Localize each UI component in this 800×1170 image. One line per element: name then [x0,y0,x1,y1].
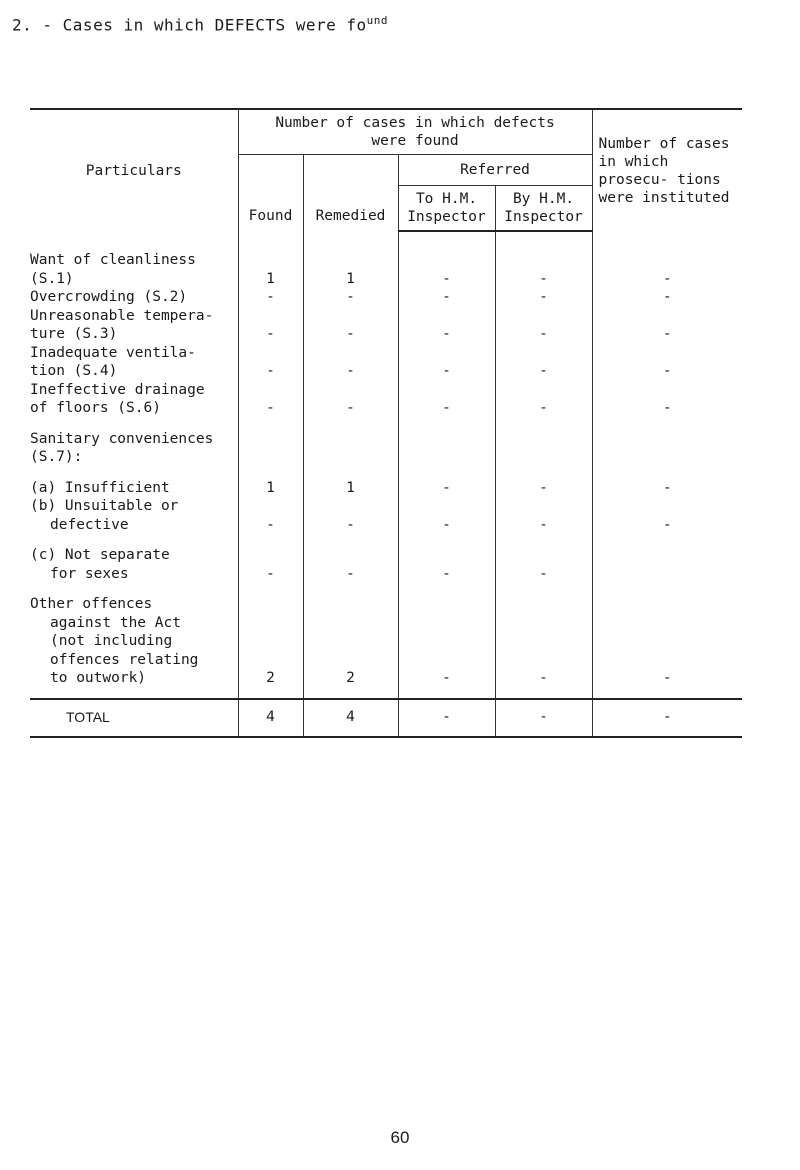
row-particulars-line: Sanitary conveniences [30,430,214,447]
cell-found: 1 [238,467,303,498]
cell-found: - [238,534,303,583]
row-particulars-line: offences relating [50,651,199,668]
table-row [30,467,742,498]
row-particulars [30,288,238,307]
row-particulars-line: (a) Insufficient [30,479,170,496]
row-particulars-line: Overcrowding (S.2) [30,289,188,305]
cell-remedied: - [303,381,398,418]
header-by-hm-inspector: By H.M. Inspector [495,186,592,232]
cell-pros: - [592,231,742,288]
header-remedied: Remedied [303,155,398,232]
cell-pros [592,418,742,467]
row-particulars-line: against the Act [50,614,181,631]
row-particulars-line: (b) Unsuitable or [30,498,179,514]
cell-by: - [495,231,592,288]
header-prosecutions-text: Number of cases in which prosecu- tions were instituted [598,135,730,206]
cell-by: - [495,467,592,498]
total-label: TOTAL [30,699,238,738]
cell-found: 1 [238,231,303,288]
row-particulars-line: (S.1) [30,270,74,287]
table-row [30,418,742,467]
cell-found: - [238,344,303,381]
table-row [30,381,742,418]
cell-remedied: 1 [303,467,398,498]
row-particulars-line: (not including [50,633,173,649]
cell-found: 2 [238,583,303,699]
cell-pros: - [592,288,742,307]
cell-found [238,418,303,467]
row-particulars [30,534,238,583]
table-row [30,231,742,288]
row-particulars-line: ture (S.3) [30,326,118,342]
cell-pros: - [592,381,742,418]
cell-remedied: - [303,534,398,583]
row-particulars-line: Want of cleanliness [30,252,196,268]
cell-by [495,418,592,467]
section-heading-text: 2. - Cases in which DEFECTS were fo [12,15,367,35]
cell-to: - [398,497,495,534]
row-particulars-line: (c) Not separate [30,547,170,563]
cell-by: - [495,497,592,534]
cell-pros: - [592,467,742,498]
section-heading [12,14,388,34]
cell-to: - [398,583,495,699]
cell-remedied: - [303,497,398,534]
header-prosecutions [592,109,742,231]
header-number-found [238,109,592,155]
row-particulars [30,497,238,534]
cell-to [398,418,495,467]
table-row [30,344,742,381]
header-particulars: Particulars [30,109,238,231]
row-particulars [30,583,238,699]
cell-by: - [495,288,592,307]
row-particulars-line: to outwork) [50,670,147,686]
row-particulars [30,307,238,344]
cell-to: - [398,307,495,344]
cell-remedied: - [303,288,398,307]
cell-by: - [495,381,592,418]
page-number: 60 [390,1128,410,1147]
row-particulars-line: (S.7): [30,449,83,465]
total-prosecutions: - [592,699,742,738]
row-particulars [30,344,238,381]
header-to-hm-inspector: To H.M. Inspector [398,186,495,232]
cell-to: - [398,381,495,418]
total-remedied: 4 [303,699,398,738]
table-row [30,534,742,583]
cell-found: - [238,381,303,418]
total-by-hm: - [495,699,592,738]
defects-table [30,108,742,738]
row-particulars-line: of floors (S.6) [30,400,161,416]
cell-found: - [238,497,303,534]
row-particulars-line: Unreasonable tempera- [30,307,214,324]
cell-to: - [398,534,495,583]
table-row [30,288,742,307]
table-row [30,583,742,699]
cell-to: - [398,467,495,498]
row-particulars [30,231,238,288]
cell-pros: - [592,344,742,381]
row-particulars-line: Other offences [30,596,153,612]
cell-pros [592,534,742,583]
row-particulars [30,418,238,467]
row-particulars-line: Inadequate ventila- [30,344,196,361]
row-particulars-line: Ineffective drainage [30,381,205,398]
row-particulars [30,467,238,498]
cell-found: - [238,288,303,307]
total-found: 4 [238,699,303,738]
section-heading-superscript: und [366,14,389,27]
cell-remedied: 2 [303,583,398,699]
cell-remedied [303,418,398,467]
cell-pros: - [592,583,742,699]
cell-to: - [398,288,495,307]
cell-by: - [495,583,592,699]
row-particulars-line: defective [50,516,129,533]
cell-by: - [495,534,592,583]
cell-remedied: 1 [303,231,398,288]
cell-by: - [495,344,592,381]
cell-remedied: - [303,307,398,344]
header-referred: Referred [398,155,592,186]
row-particulars [30,381,238,418]
cell-pros: - [592,307,742,344]
cell-to: - [398,344,495,381]
total-to-hm: - [398,699,495,738]
cell-to: - [398,231,495,288]
cell-found: - [238,307,303,344]
header-found: Found [238,155,303,232]
cell-remedied: - [303,344,398,381]
table-row [30,497,742,534]
row-particulars-line: for sexes [50,565,129,582]
cell-by: - [495,307,592,344]
table-row [30,307,742,344]
header-number-found-text: Number of cases in which defects were found [275,115,555,149]
cell-pros: - [592,497,742,534]
row-particulars-line: tion (S.4) [30,363,118,379]
